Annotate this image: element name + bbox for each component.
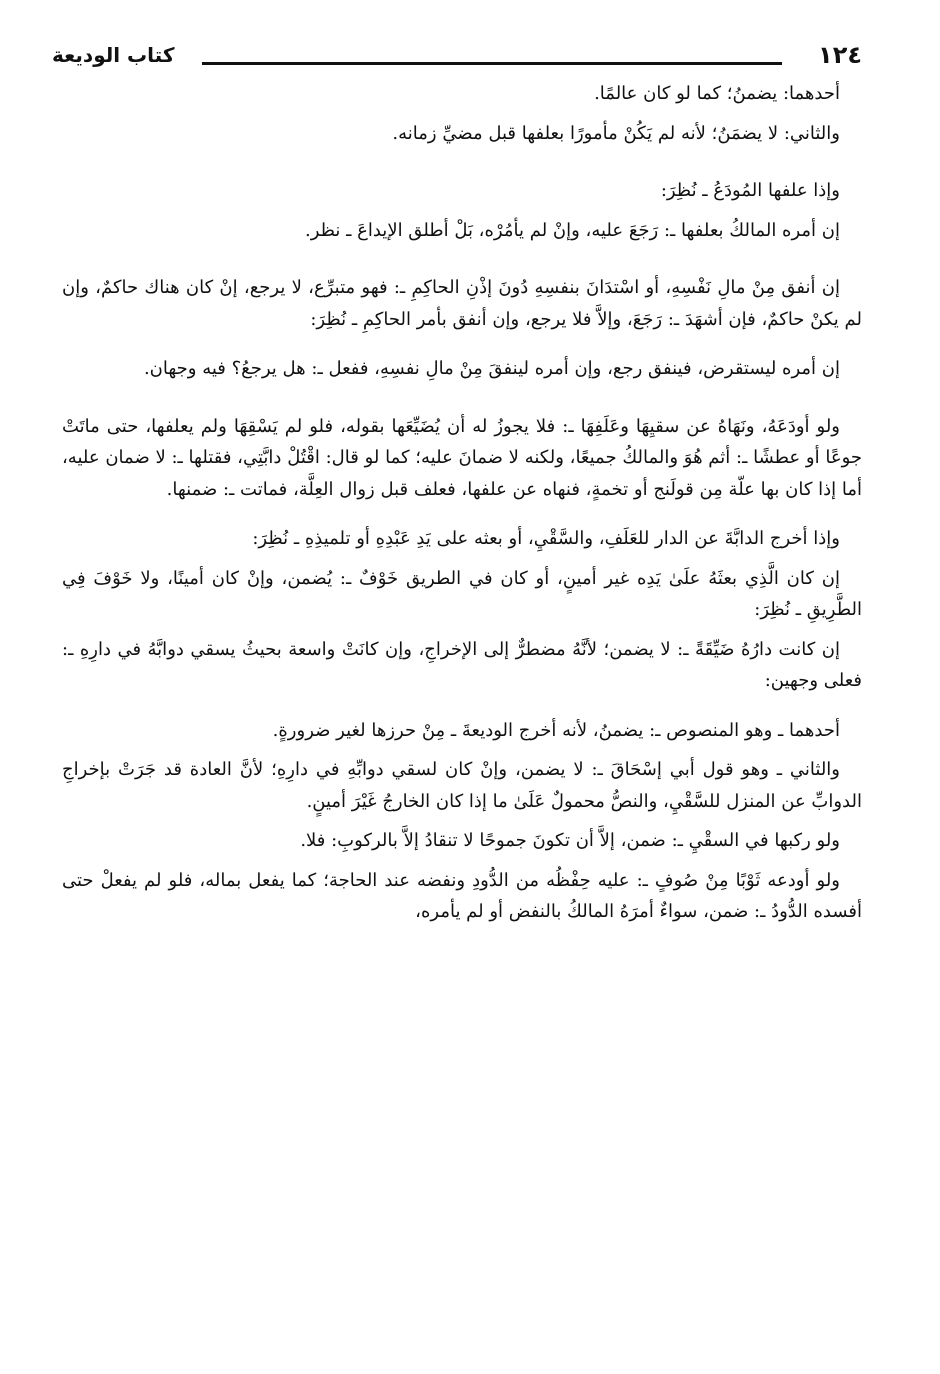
page-header xyxy=(52,38,862,78)
paragraph: وإذا علفها المُودَعُ ـ نُظِرَ: xyxy=(660,180,840,201)
paragraph: وإذا أخرج الدابَّةَ عن الدار للعَلَفِ، والسَّقْيِ، أو بعثه على يَدِ عَبْدِهِ أو تلميذِهِ ـ نُظِرَ: xyxy=(252,528,840,549)
paragraph: أحدهما: يضمنُ؛ كما لو كان عالمًا. xyxy=(594,83,840,104)
header-divider xyxy=(202,62,782,65)
paragraph: إن أنفق مِنْ مالِ نَفْسِهِ، أو اسْتدَانَ بنفسِهِ دُونَ إذْنِ الحاكِمِ ـ: فهو متبرِّع، لا يرجع، إنْ كان هناك حاكمٌ، وإن لم يكنْ حاكمٌ، فإن أشهَدَ ـ: رَجَعَ، وإلاَّ فلا يرجع، وإن أنفق بأمر الحاكِمِ ـ نُظِرَ: xyxy=(62,277,862,330)
running-title: كتاب الوديعة xyxy=(52,43,175,67)
paragraph: إن أمره المالكُ بعلفها ـ: رَجَعَ عليه، وإنْ لم يأمُرْه، بَلْ أطلق الإيداعَ ـ نظر. xyxy=(304,219,840,241)
paragraph: إن كان الَّذِي بعثَهُ علَىٰ يَدِه غير أمينٍ، أو كان في الطريق خَوْفٌ ـ: يُضمن، وإنْ كان أمينًا، ولا خَوْفَ فِي الطَّرِيقِ ـ نُظِرَ: xyxy=(62,567,862,620)
paragraph: ولو أودعه ثَوْبًا مِنْ صُوفٍ ـ: عليه حِفْظُه من الدُّودِ ونفضه عند الحاجة؛ كما يفعل بماله، فلو لم يفعلْ حتى أفسده الدُّودُ ـ: ضمن، سواءٌ أمرَهُ المالكُ بالنفض أو لم يأمره، xyxy=(62,869,862,922)
page-body xyxy=(62,78,862,928)
paragraph: ولو ركبها في السقْيِ ـ: ضمن، إلاَّ أن تكونَ جموحًا لا تنقادُ إلاَّ بالركوبِ: فلا. xyxy=(300,830,840,851)
paragraph: والثاني: لا يضمَنُ؛ لأنه لم يَكُنْ مأمورًا بعلفها قبل مضيِّ زمانه. xyxy=(392,122,840,144)
page-number: ١٢٤ xyxy=(818,41,862,69)
paragraph: والثاني ـ وهو قول أبي إسْحَاقَ ـ: لا يضمن، وإنْ كان لسقي دوابِّهِ في دارِهِ؛ لأنَّ العادة قد جَرَتْ بإخراجِ الدوابِّ عن المنزل للسَّقْيِ، والنصُّ محمولٌ عَلَىٰ ما إذا كان الخارجُ غَيْرَ أمينٍ. xyxy=(62,759,862,812)
paragraph: إن كانت دارُهُ ضَيِّقَةً ـ: لا يضمن؛ لأنَّهُ مضطرٌّ إلى الإخراجِ، وإن كانَتْ واسعة بحيثُ يسقي دوابَّهُ في دارِهِ ـ: فعلى وجهين: xyxy=(62,638,862,691)
paragraph: إن أمره ليستقرض، فينفق رجع، وإن أمره لينفقَ مِنْ مالِ نفسِهِ، ففعل ـ: هل يرجعُ؟ فيه وجهان. xyxy=(143,358,840,379)
paragraph: ولو أودَعَهُ، ونَهَاهُ عن سقيِهَا وعَلَفِهَا ـ: فلا يجوزُ له أن يُضَيِّعَها بقوله، فلو لم يَسْقِهَا ولم يعلفها، حتى ماتَتْ جوعًا أو عطشًا ـ: أثم هُوَ والمالكُ جميعًا، ولكنه لا ضمانَ عليه؛ كما لو قال: اقْتُلْ دابَّتِي، فقتلها ـ: لا ضمان عليه، أما إذا كان بها علّة مِن قولَنج أو تخمةٍ، فنهاه عن علفها، فعلف قبل زوال العِلَّة، فماتت ـ: ضمنها. xyxy=(62,415,862,500)
paragraph: أحدهما ـ وهو المنصوص ـ: يضمنُ، لأنه أخرج الوديعةَ ـ مِنْ حرزها لغير ضرورةٍ. xyxy=(272,719,840,741)
